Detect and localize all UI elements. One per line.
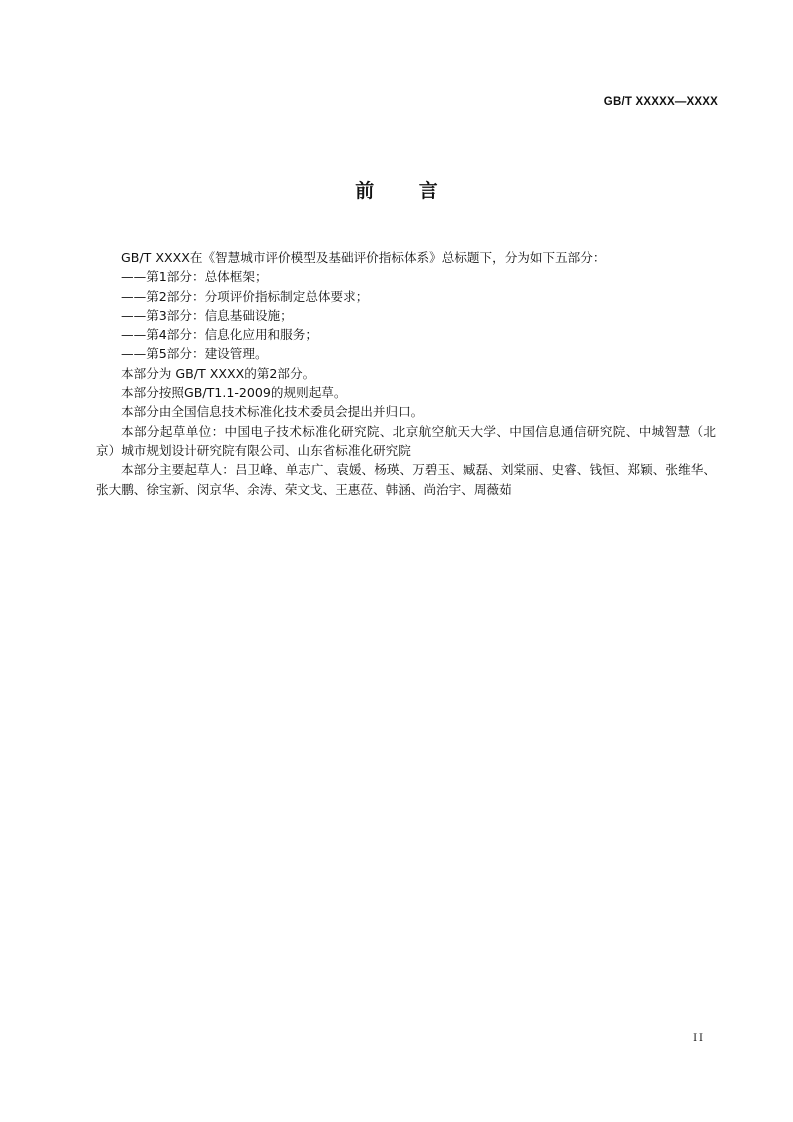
paragraph-intro: GB/T XXXX在《智慧城市评价模型及基础评价指标体系》总标题下，分为如下五部分： [121, 250, 606, 265]
paragraph-proposer: 本部分由全国信息技术标准化技术委员会提出并归口。 [121, 404, 424, 420]
list-item-part-5: ——第5部分：建设管理。 [121, 346, 268, 362]
list-item-part-1: ——第1部分：总体框架； [121, 269, 268, 285]
paragraph-drafters: 本部分主要起草人：吕卫峰、单志广、袁媛、杨瑛、万碧玉、臧磊、刘棠丽、史睿、钱恒、郑颖、张维华、张大鹏、徐宝新、闵京华、余涛、荣文戈、王惠莅、韩涵、尚治宇、周薇茹 [96, 462, 716, 497]
paragraph-drafting-units: 本部分起草单位：中国电子技术标准化研究院、北京航空航天大学、中国信息通信研究院、中城智慧（北京）城市规划设计研究院有限公司、山东省标准化研究院 [96, 423, 716, 458]
list-item-part-3: ——第3部分：信息基础设施； [121, 307, 293, 323]
preface-body [96, 248, 716, 499]
page-title: 前 言 [355, 180, 457, 202]
page-number: II [693, 1033, 705, 1044]
paragraph-drafting-rules: 本部分按照GB/T1.1-2009的规则起草。 [121, 385, 347, 401]
list-item-part-4: ——第4部分：信息化应用和服务； [121, 327, 318, 343]
paragraph-part-statement: 本部分为 GB/T XXXX的第2部分。 [121, 365, 316, 381]
standard-number-header: GB/T XXXXX—XXXX [603, 96, 718, 108]
list-item-part-2: ——第2部分：分项评价指标制定总体要求； [121, 288, 369, 304]
